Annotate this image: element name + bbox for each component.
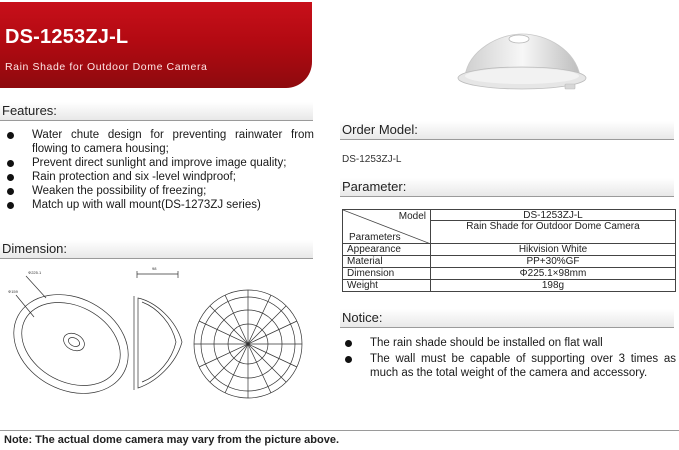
table-row <box>343 280 676 292</box>
dimension-label-diameter: Φ225.1 <box>28 270 42 275</box>
table-row <box>343 256 676 268</box>
order-model-value: DS-1253ZJ-L <box>342 154 402 165</box>
title-banner <box>0 2 312 88</box>
notice-list <box>342 336 676 382</box>
product-subtitle: Rain Shade for Outdoor Dome Camera <box>5 61 208 73</box>
row-value: Φ225.1×98mm <box>431 268 676 280</box>
order-model-heading: Order Model: <box>340 121 674 140</box>
table-row <box>343 244 676 256</box>
table-row <box>343 210 676 244</box>
feature-item: Prevent direct sunlight and improve image quality; <box>4 156 314 170</box>
row-label: Appearance <box>343 244 431 256</box>
parameter-table <box>342 209 676 292</box>
row-value: PP+30%GF <box>431 256 676 268</box>
feature-item: Weaken the possibility of freezing; <box>4 184 314 198</box>
model-description: Rain Shade for Outdoor Dome Camera <box>466 221 640 232</box>
row-label: Dimension <box>343 268 431 280</box>
header-model-label: Model <box>398 211 426 222</box>
feature-item: Rain protection and six -level windproof; <box>4 170 314 184</box>
notice-item: The wall must be capable of supporting over 3 times as much as the total weight of the camera and accessory. <box>342 352 676 380</box>
notice-heading: Notice: <box>340 309 674 328</box>
rain-shade-product-image <box>455 30 590 100</box>
table-header-cell <box>343 210 431 244</box>
footer-note: Note: The actual dome camera may vary from the picture above. <box>0 430 679 448</box>
header-parameters-label: Parameters <box>349 232 401 243</box>
row-label: Material <box>343 256 431 268</box>
feature-item: Water chute design for preventing rainwater from flowing to camera housing; <box>4 128 314 156</box>
dimension-label-inner: Φ159 <box>8 289 18 294</box>
model-title: DS-1253ZJ-L <box>5 26 129 48</box>
model-value: DS-1253ZJ-L <box>431 210 675 221</box>
table-row <box>343 268 676 280</box>
model-value-cell <box>431 210 676 244</box>
features-list <box>4 128 314 212</box>
dimension-drawing <box>6 262 306 410</box>
dimension-heading: Dimension: <box>0 240 313 259</box>
parameter-heading: Parameter: <box>340 178 674 197</box>
dimension-label-height: 98 <box>152 266 157 271</box>
features-heading: Features: <box>0 102 313 121</box>
row-value: 198g <box>431 280 676 292</box>
row-label: Weight <box>343 280 431 292</box>
feature-item: Match up with wall mount(DS-1273ZJ series) <box>4 198 314 212</box>
row-value: Hikvision White <box>431 244 676 256</box>
notice-item: The rain shade should be installed on flat wall <box>342 336 676 350</box>
